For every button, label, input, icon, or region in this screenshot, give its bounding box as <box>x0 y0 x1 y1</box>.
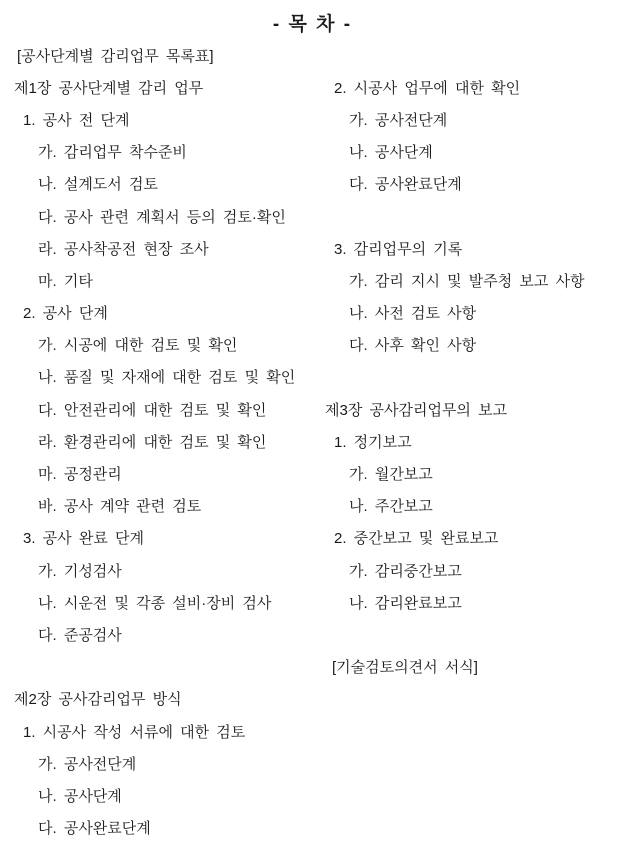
toc-row <box>14 683 625 715</box>
toc-row <box>14 651 625 683</box>
toc-entry: 1. 시공사 작성 서류에 대한 검토 <box>23 723 246 741</box>
toc-entry: 제3장 공사감리업무의 보고 <box>325 401 508 419</box>
toc-row <box>14 812 625 844</box>
toc-entry: 가. 감리업무 착수준비 <box>38 144 187 162</box>
toc-row <box>14 329 625 361</box>
toc-row <box>14 779 625 811</box>
toc-entry: 가. 감리중간보고 <box>349 562 462 580</box>
toc-entry: 1. 정기보고 <box>334 433 412 451</box>
toc-entry: 마. 기타 <box>38 272 93 290</box>
toc-entry: 나. 사전 검토 사항 <box>349 305 477 323</box>
toc-entry: 가. 기성검사 <box>38 562 122 580</box>
toc-entry: 라. 공사착공전 현장 조사 <box>38 240 209 258</box>
toc-entry: 가. 감리 지시 및 발주청 보고 사항 <box>349 272 585 290</box>
toc-entry: 다. 공사 관련 계획서 등의 검토·확인 <box>38 208 286 226</box>
toc-entry: 가. 시공에 대한 검토 및 확인 <box>38 337 238 355</box>
toc-row <box>14 586 625 618</box>
toc-row <box>14 554 625 586</box>
toc-entry: 다. 준공검사 <box>38 626 122 644</box>
toc-entry: [공사단계별 감리업무 목록표] <box>17 47 214 65</box>
toc-row <box>14 232 625 264</box>
toc-entry: 나. 주간보고 <box>349 498 433 516</box>
toc-row <box>14 136 625 168</box>
toc-row <box>14 39 625 71</box>
toc-entry: 나. 감리완료보고 <box>349 594 462 612</box>
toc-entry: [기술검토의견서 서식] <box>332 659 478 677</box>
toc-entry: 1. 공사 전 단계 <box>23 111 130 129</box>
toc-entry: 바. 공사 계약 관련 검토 <box>38 498 202 516</box>
toc-row <box>14 425 625 457</box>
toc-entry: 나. 공사단계 <box>38 787 122 805</box>
toc-row <box>14 457 625 489</box>
toc-row <box>14 264 625 296</box>
toc-row <box>14 200 625 232</box>
toc-entry: 3. 감리업무의 기록 <box>334 240 463 258</box>
toc-entry: 가. 공사전단계 <box>349 111 448 129</box>
toc-entry: 나. 설계도서 검토 <box>38 176 158 194</box>
toc-body <box>0 39 625 844</box>
toc-entry: 다. 안전관리에 대한 검토 및 확인 <box>38 401 267 419</box>
toc-row <box>14 71 625 103</box>
toc-row <box>14 168 625 200</box>
toc-entry: 다. 공사완료단계 <box>38 820 151 838</box>
toc-entry: 3. 공사 완료 단계 <box>23 530 144 548</box>
toc-row <box>14 297 625 329</box>
toc-row <box>14 715 625 747</box>
toc-entry: 2. 중간보고 및 완료보고 <box>334 530 499 548</box>
toc-row <box>14 747 625 779</box>
toc-entry: 2. 공사 단계 <box>23 305 108 323</box>
toc-row <box>14 522 625 554</box>
toc-entry: 나. 시운전 및 각종 설비·장비 검사 <box>38 594 272 612</box>
toc-row <box>14 361 625 393</box>
toc-entry: 제2장 공사감리업무 방식 <box>14 691 182 709</box>
toc-entry: 가. 공사전단계 <box>38 755 137 773</box>
toc-row <box>14 103 625 135</box>
toc-entry: 나. 품질 및 자재에 대한 검토 및 확인 <box>38 369 296 387</box>
toc-entry: 가. 월간보고 <box>349 466 433 484</box>
toc-entry: 다. 사후 확인 사항 <box>349 337 477 355</box>
toc-row <box>14 618 625 650</box>
toc-entry: 제1장 공사단계별 감리 업무 <box>14 79 204 97</box>
toc-entry: 2. 시공사 업무에 대한 확인 <box>334 79 521 97</box>
toc-entry: 다. 공사완료단계 <box>349 176 462 194</box>
page-title: - 목 차 - <box>272 14 353 35</box>
toc-entry: 라. 환경관리에 대한 검토 및 확인 <box>38 433 267 451</box>
toc-row <box>14 490 625 522</box>
toc-entry: 마. 공정관리 <box>38 466 122 484</box>
toc-row <box>14 393 625 425</box>
toc-entry: 나. 공사단계 <box>349 144 433 162</box>
